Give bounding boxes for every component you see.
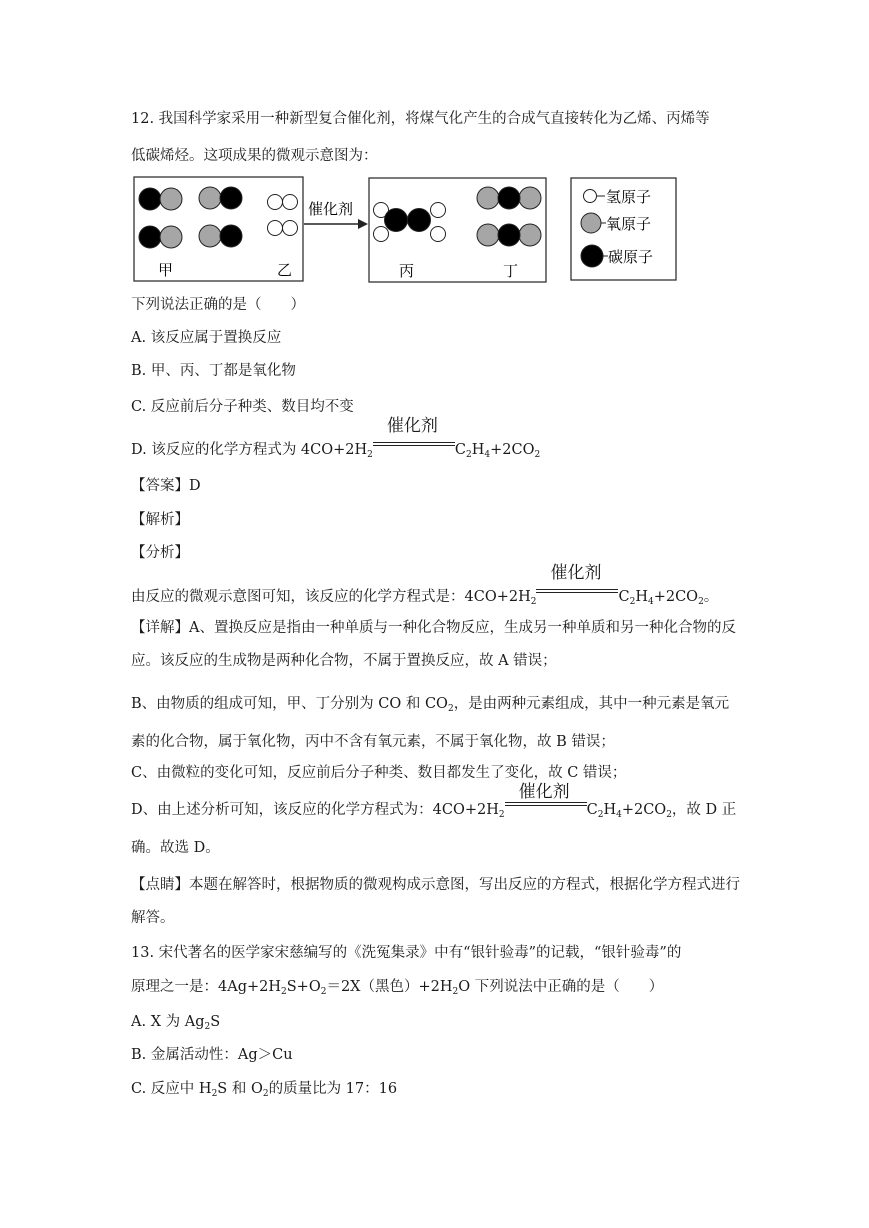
q12-option-b: B. 甲、丙、丁都是氧化物 xyxy=(131,363,296,379)
h2-molecule xyxy=(268,221,298,236)
label-jia: 甲 xyxy=(158,261,174,279)
option-d-text: D. 该反应的化学方程式为 4CO+2H xyxy=(131,442,368,458)
answer-label: 【答案】D xyxy=(131,478,201,494)
arrow-head-icon xyxy=(358,219,368,229)
q12-stem-line1: 12. 我国科学家采用一种新型复合催化剂，将煤气化产生的合成气直接转化为乙烯、丙烯等 xyxy=(131,111,710,127)
q13-option-c: C. 反应中 $H_2S$ 和 $O_2$的质量比为 17：16 xyxy=(131,1081,398,1099)
co2-molecule xyxy=(477,224,541,246)
legend-hydrogen: 氢原子 xyxy=(606,188,652,206)
oxygen-atom-icon xyxy=(581,213,601,233)
molecule-figure xyxy=(0,0,869,300)
q13-option-b: B. 金属活动性：Ag＞Cu xyxy=(131,1047,293,1063)
catalyst-equation-mark: 催化剂 xyxy=(505,796,587,816)
catalyst-equation-mark: 催化剂 xyxy=(373,436,455,456)
h2-molecule xyxy=(268,195,298,210)
q12-option-a: A. 该反应属于置换反应 xyxy=(131,330,282,346)
q12-option-c: C. 反应前后分子种类、数目均不变 xyxy=(131,399,354,415)
label-ding: 丁 xyxy=(503,262,519,280)
q12-question: 下列说法正确的是（ ） xyxy=(131,297,305,313)
label-bing: 丙 xyxy=(399,262,415,280)
co2-molecule xyxy=(477,187,541,209)
catalyst-equation-mark: 催化剂 xyxy=(536,583,618,603)
fenxi-label: 【分析】 xyxy=(131,545,189,561)
legend-carbon: 碳原子 xyxy=(608,248,654,266)
jiexi-label: 【解析】 xyxy=(131,512,189,528)
analysis-line: 由反应的微观示意图可知，该反应的化学方程式是：$4CO+2H_2$ 催化剂 $C_2H_4+2CO_2$。 xyxy=(131,563,719,607)
q12-option-d: D. 该反应的化学方程式为 $4CO+2H_2$ 催化剂 $C_2H_4+2CO_2$ xyxy=(131,416,541,460)
detail-c: C、由微粒的变化可知，反应前后分子种类、数目都发生了变化，故 C 错误； xyxy=(131,765,627,781)
detail-a: 【详解】A、置换反应是指由一种单质与一种化合物反应，生成另一种单质和另一种化合物的反应。该反应的生成物是两种化合物，不属于置换反应，故 A 错误； xyxy=(131,620,736,669)
co-molecule xyxy=(199,225,242,247)
q12-stem-line2: 低碳烯烃。这项成果的微观示意图为： xyxy=(131,148,378,164)
hydrogen-atom-icon xyxy=(584,190,597,203)
dianjing: 【点睛】本题在解答时，根据物质的微观构成示意图，写出反应的方程式，根据化学方程式进行解答。 xyxy=(131,877,740,926)
co-molecule xyxy=(139,226,182,248)
q13-stem-line1: 13. 宋代著名的医学家宋慈编写的《洗冤集录》中有“银针验毒”的记载，“银针验毒”的 xyxy=(131,945,682,961)
co-molecule xyxy=(199,187,242,209)
carbon-atom-icon xyxy=(581,245,603,267)
q13-option-a: A. X 为 $Ag_2S$ xyxy=(131,1014,221,1032)
arrow-catalyst-label: 催化剂 xyxy=(308,200,354,218)
detail-d: D、由上述分析可知，该反应的化学方程式为：$4CO+2H_2$ 催化剂 $C_2H_4+2CO_2$，故 D 正确。故选 D。 xyxy=(131,782,737,856)
legend-oxygen: 氧原子 xyxy=(606,215,652,233)
label-yi: 乙 xyxy=(277,261,293,279)
detail-b: B、由物质的组成可知，甲、丁分别为 CO 和 $CO_2$，是由两种元素组成，其中一种元素是氧元素的化合物，属于氧化物，丙中不含有氧元素，不属于氧化物，故 B 错误； xyxy=(131,696,730,750)
co-molecule xyxy=(139,188,182,210)
c2h4-molecule xyxy=(374,203,446,242)
q13-stem-line2: 原理之一是：$4Ag+2H_2S+O_2=2X$（黑色）$+2H_2O$ 下列说法中正确的是（ ） xyxy=(131,979,664,997)
